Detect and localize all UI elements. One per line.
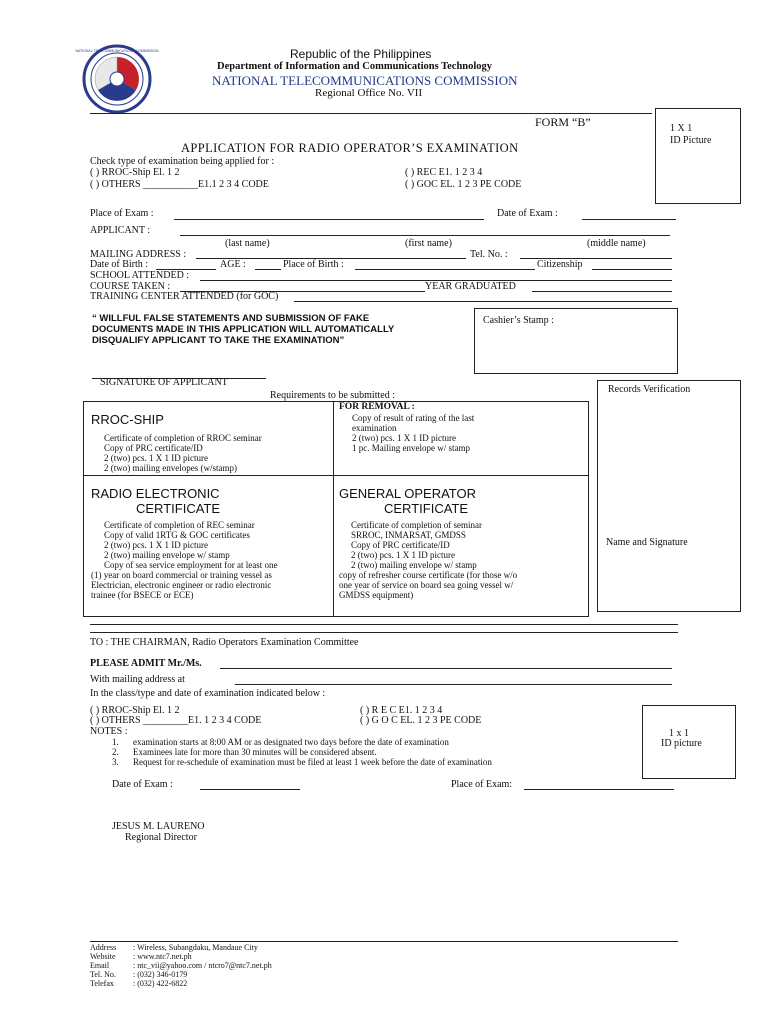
list-item: 1 pc. Mailing envelope w/ stamp — [352, 443, 470, 453]
form-label: FORM “B” — [535, 115, 591, 129]
form-title: APPLICATION FOR RADIO OPERATOR’S EXAMINATION — [181, 141, 519, 155]
school-attended-label: SCHOOL ATTENDED : — [90, 270, 190, 281]
admit-checkbox-rroc-ship[interactable]: ( ) RROC-Ship El. 1 2 — [90, 705, 180, 716]
place-of-birth-field[interactable] — [355, 269, 535, 270]
admit-date-of-exam-field[interactable] — [200, 789, 300, 790]
list-item: GMDSS equipment) — [339, 590, 414, 600]
check-type-instruction: Check type of examination being applied for : — [90, 156, 275, 167]
director-name: JESUS M. LAURENO — [112, 821, 205, 832]
mailing-address-at-field[interactable] — [235, 684, 672, 685]
place-of-exam-label: Place of Exam : — [90, 208, 154, 219]
for-removal-title: FOR REMOVAL : — [339, 402, 415, 412]
citizenship-label: Citizenship — [537, 259, 583, 270]
date-of-birth-label: Date of Birth : — [90, 259, 149, 270]
footer-email-value[interactable]: : ntc_vii@yahoo.com / ntcro7@ntc7.net.ph — [133, 961, 272, 970]
place-of-birth-label: Place of Birth : — [283, 259, 344, 270]
footer-website-label: Website — [90, 952, 116, 961]
list-item: 2 (two) pcs. 1 X 1 ID picture — [351, 550, 455, 560]
id-box-size: 1 X 1 — [670, 123, 693, 134]
list-item: 2 (two) mailing envelopes (w/stamp) — [104, 463, 237, 473]
footer-website-value[interactable]: : www.ntc7.net.ph — [133, 952, 192, 961]
list-item: trainee (for BSECE or ECE) — [91, 590, 194, 600]
course-taken-label: COURSE TAKEN : — [90, 281, 171, 292]
footer-email-label: Email — [90, 961, 110, 970]
tel-no-label: Tel. No. : — [470, 249, 508, 260]
last-name-caption: (last name) — [225, 238, 270, 249]
rec-list-cont — [91, 570, 272, 600]
age-label: AGE : — [220, 259, 246, 270]
note-1-text: examination starts at 8:00 AM or as designated two days before the date of examination — [133, 737, 449, 747]
footer-address-label: Address — [90, 943, 117, 952]
rroc-ship-title: RROC-SHIP — [91, 412, 164, 427]
note-3-text: Request for re-schedule of examination must be filed at least 1 week before the date of examination — [133, 757, 492, 767]
rec-title-1: RADIO ELECTRONIC — [91, 486, 220, 501]
records-verification-title: Records Verification — [608, 384, 691, 395]
list-item: (1) year on board commercial or training vessel as — [91, 570, 272, 580]
mailing-address-label: MAILING ADDRESS : — [90, 249, 187, 260]
note-3-num: 3. — [112, 757, 119, 767]
id-box-caption: ID Picture — [670, 135, 712, 146]
cashier-stamp-box — [474, 308, 678, 374]
place-of-exam-field[interactable] — [174, 219, 484, 220]
checkbox-goc[interactable]: ( ) GOC EL. 1 2 3 PE CODE — [405, 179, 522, 190]
rroc-ship-list — [104, 433, 262, 473]
list-item: Electrician, electronic engineer or radio electronic — [91, 580, 272, 590]
id-box-caption: ID picture — [661, 738, 702, 749]
age-field[interactable] — [255, 269, 281, 270]
first-name-caption: (first name) — [405, 238, 452, 249]
director-title: Regional Director — [125, 832, 197, 843]
commission-line: NATIONAL TELECOMMUNICATIONS COMMISSION — [212, 73, 518, 88]
note-2-num: 2. — [112, 747, 119, 757]
department-line: Department of Information and Communications Technology — [217, 61, 493, 72]
checkbox-rroc-ship[interactable]: ( ) RROC-Ship El. 1 2 — [90, 167, 180, 178]
list-item: Certificate of completion of RROC seminar — [104, 433, 262, 443]
id-box-size: 1 x 1 — [669, 728, 689, 739]
list-item: 2 (two) mailing envelope w/ stamp — [351, 560, 477, 570]
footer-tel-value: : (032) 346-0179 — [133, 970, 188, 979]
goc-list — [351, 520, 482, 570]
admit-place-of-exam-field[interactable] — [524, 789, 674, 790]
requirements-label: Requirements to be submitted : — [270, 390, 395, 401]
list-item: 2 (two) pcs. 1 X 1 ID picture — [104, 453, 208, 463]
admit-date-of-exam-label: Date of Exam : — [112, 779, 173, 790]
rec-title-2: CERTIFICATE — [136, 501, 221, 516]
citizenship-field[interactable] — [592, 269, 672, 270]
list-item: Copy of sea service employment for at least one — [104, 560, 278, 570]
office-line: Regional Office No. VII — [315, 87, 423, 99]
mailing-address-at-label: With mailing address at — [90, 674, 185, 685]
please-admit-field[interactable] — [220, 668, 672, 669]
note-1-num: 1. — [112, 737, 119, 747]
goc-title-1: GENERAL OPERATOR — [339, 486, 477, 501]
footer-telefax-label: Telefax — [90, 979, 114, 988]
footer-address-value: : Wireless, Subangdaku, Mandaue City — [133, 943, 258, 952]
list-item: 2 (two) pcs. 1 X 1 ID picture — [104, 540, 208, 550]
warning-line-1: “ WILLFUL FALSE STATEMENTS AND SUBMISSION OF FAKE — [92, 313, 370, 324]
ntc-seal-logo — [75, 44, 159, 114]
class-type-label: In the class/type and date of examination indicated below : — [90, 688, 326, 699]
year-graduated-field[interactable] — [532, 291, 672, 292]
rec-list — [104, 520, 277, 570]
signature-label: SIGNATURE OF APPLICANT — [100, 377, 228, 388]
footer-tel-label: Tel. No. — [90, 970, 116, 979]
warning-line-2: DOCUMENTS MADE IN THIS APPLICATION WILL AUTOMATICALLY — [92, 324, 395, 335]
checkbox-rec[interactable]: ( ) REC E1. 1 2 3 4 — [405, 167, 483, 178]
id-picture-box-top — [655, 108, 741, 204]
footer-telefax-value: : (032) 422-6822 — [133, 979, 188, 988]
republic-line: Republic of the Philippines — [290, 47, 432, 61]
for-removal-list — [352, 413, 474, 453]
checkbox-others[interactable]: ( ) OTHERS ___________E1.1 2 3 4 CODE — [90, 179, 269, 190]
admit-checkbox-rec[interactable]: ( ) R E C E1. 1 2 3 4 — [360, 705, 443, 716]
list-item: Copy of PRC certificate/ID — [104, 443, 203, 453]
list-item: Copy of valid 1RTG & GOC certificates — [104, 530, 250, 540]
list-item: 2 (two) pcs. 1 X 1 ID picture — [352, 433, 456, 443]
records-verification-box — [597, 380, 741, 612]
note-2-text: Examinees late for more than 30 minutes will be considered absent. — [133, 747, 377, 757]
date-of-exam-field[interactable] — [582, 219, 676, 220]
admit-place-of-exam-label: Place of Exam: — [451, 779, 513, 790]
list-item: one year of service on board sea going vessel w/ — [339, 580, 514, 590]
id-picture-box-bottom — [642, 705, 736, 779]
list-item: Certificate of completion of REC seminar — [104, 520, 255, 530]
name-and-signature-label: Name and Signature — [606, 537, 688, 548]
date-of-exam-label: Date of Exam : — [497, 208, 558, 219]
applicant-label: APPLICANT : — [90, 225, 151, 236]
list-item: 2 (two) mailing envelope w/ stamp — [104, 550, 230, 560]
list-item: Certificate of completion of seminar — [351, 520, 482, 530]
list-item: SRROC, INMARSAT, GMDSS — [351, 530, 466, 540]
middle-name-caption: (middle name) — [587, 238, 646, 249]
training-center-label: TRAINING CENTER ATTENDED (for GOC) — [90, 291, 279, 302]
list-item: Copy of result of rating of the last — [352, 413, 475, 423]
list-item: copy of refresher course certificate (for those w/o — [339, 570, 518, 580]
admit-checkbox-others[interactable]: ( ) OTHERS _________E1. 1 2 3 4 CODE — [90, 715, 262, 726]
list-item: examination — [352, 423, 397, 433]
admit-checkbox-goc[interactable]: ( ) G O C EL. 1 2 3 PE CODE — [360, 715, 482, 726]
goc-title-2: CERTIFICATE — [384, 501, 469, 516]
goc-list-cont — [339, 570, 517, 600]
training-center-field[interactable] — [294, 301, 672, 302]
seal-text: NATIONAL TELECOMMUNICATIONS COMMISSION — [75, 49, 159, 53]
cashier-stamp-label: Cashier’s Stamp : — [483, 315, 554, 326]
to-chairman: TO : THE CHAIRMAN, Radio Operators Examination Committee — [90, 637, 359, 648]
year-graduated-label: YEAR GRADUATED — [425, 281, 516, 292]
list-item: Copy of PRC certificate/ID — [351, 540, 450, 550]
warning-line-3: DISQUALIFY APPLICANT TO TAKE THE EXAMINATION” — [92, 335, 345, 346]
notes-label: NOTES : — [90, 726, 128, 737]
please-admit-label: PLEASE ADMIT Mr./Ms. — [90, 658, 202, 669]
applicant-name-field[interactable] — [180, 235, 670, 236]
